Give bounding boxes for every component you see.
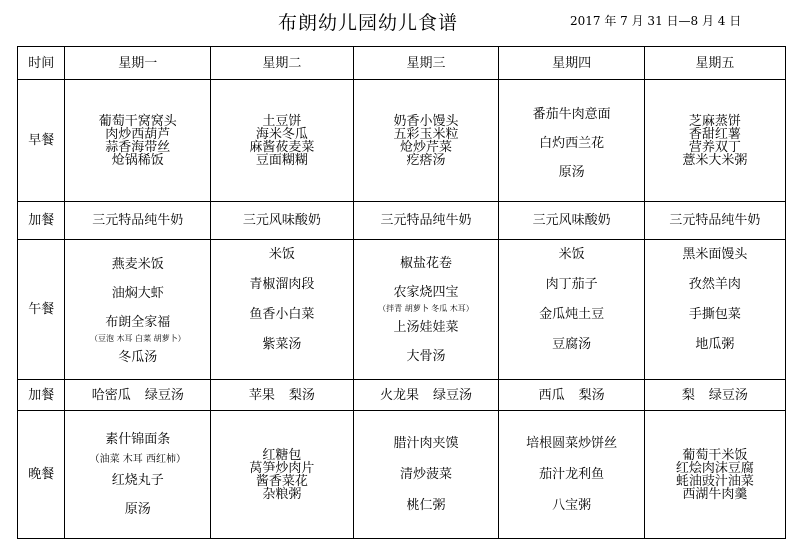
menu-item: 疙瘩汤 <box>406 152 446 168</box>
fruit: 西瓜 <box>538 387 565 403</box>
menu-item: 海米冬瓜 <box>255 126 308 142</box>
menu-item: 炝炒芹菜 <box>399 139 452 155</box>
snack2-fri <box>644 380 785 411</box>
snack2-tue <box>211 380 353 411</box>
date-range: 2017 年 7 月 31 日—8 月 4 日 <box>570 14 742 28</box>
menu-item: 原汤 <box>558 165 585 180</box>
menu-item: 茄汁龙利鱼 <box>539 467 605 482</box>
menu-item: 西湖牛肉羹 <box>682 486 748 502</box>
menu-item: 桃仁粥 <box>406 498 446 513</box>
lunch-label: 午餐 <box>18 240 65 380</box>
menu-item: 营养双丁 <box>688 139 741 155</box>
menu-item: 炝锅稀饭 <box>111 152 164 168</box>
dinner-row <box>18 411 786 539</box>
menu-item: 鱼香小白菜 <box>249 307 315 322</box>
snack1-label: 加餐 <box>18 202 65 240</box>
menu-item: 杂粮粥 <box>262 486 302 502</box>
soup: 梨汤 <box>288 387 315 403</box>
menu-item: 红烧丸子 <box>111 473 164 488</box>
snack2-label: 加餐 <box>18 380 65 411</box>
fruit: 苹果 <box>248 387 275 403</box>
menu-item: 手撕包菜 <box>688 307 741 322</box>
lunch-wed-cell <box>353 240 499 380</box>
menu-item: 红糖包 <box>262 447 302 463</box>
snack1-tue: 三元风味酸奶 <box>211 202 353 240</box>
snack1-thu: 三元风味酸奶 <box>499 202 645 240</box>
menu-item: 油焖大虾 <box>111 285 164 301</box>
menu-item: 红烩肉沫豆腐 <box>675 460 754 476</box>
dinner-label: 晚餐 <box>18 411 65 539</box>
menu-item: 蚝油豉汁油菜 <box>675 473 754 489</box>
menu-item: 奶香小馒头 <box>393 113 459 129</box>
menu-item: 米饭 <box>268 247 295 262</box>
snack2-wed <box>353 380 499 411</box>
snack2-row <box>18 380 786 411</box>
menu-item: 培根圆菜炒饼丝 <box>526 436 618 451</box>
time-header: 时间 <box>18 47 65 80</box>
menu-item: 莴笋炒肉片 <box>249 460 315 476</box>
menu-item: 白灼西兰花 <box>539 136 605 151</box>
dinner-wed-cell <box>353 411 499 539</box>
lunch-thu-cell <box>499 240 645 380</box>
menu-table <box>17 46 786 539</box>
menu-item: 芝麻蒸饼 <box>688 113 741 129</box>
breakfast-label: 早餐 <box>18 80 65 202</box>
menu-item: 布朗全家福 <box>105 314 171 330</box>
snack1-row <box>18 202 786 240</box>
menu-item: 肉丁茄子 <box>545 277 598 292</box>
fruit: 梨 <box>681 387 695 403</box>
menu-item: 农家烧四宝 <box>393 284 459 300</box>
lunch-fri-cell <box>644 240 785 380</box>
lunch-tue-cell <box>211 240 353 380</box>
menu-item: 蒜香海带丝 <box>105 139 171 155</box>
menu-item: 酱香菜花 <box>255 473 308 489</box>
lunch-mon-cell <box>65 240 211 380</box>
dinner-thu-cell <box>499 411 645 539</box>
day-header-mon: 星期一 <box>65 47 211 80</box>
menu-item: 上汤娃娃菜 <box>393 319 459 335</box>
dinner-mon-cell <box>65 411 211 539</box>
menu-item: 冬瓜汤 <box>118 349 158 365</box>
day-header-wed: 星期三 <box>353 47 499 80</box>
ingredients-note: （拌青 胡萝卜 冬瓜 木耳） <box>378 303 474 313</box>
day-header-tue: 星期二 <box>211 47 353 80</box>
menu-item: 腊汁肉夹馍 <box>393 436 459 451</box>
menu-item: 大骨汤 <box>406 348 446 364</box>
menu-item: 豆面糊糊 <box>255 152 308 168</box>
menu-item: 葡萄干窝窝头 <box>98 113 177 129</box>
day-header-fri: 星期五 <box>644 47 785 80</box>
page-title: 布朗幼儿园幼儿食谱 <box>278 12 459 34</box>
lunch-row <box>18 240 786 380</box>
menu-item: 八宝粥 <box>552 498 592 513</box>
fruit: 哈密瓜 <box>91 387 131 403</box>
menu-item: 薏米大米粥 <box>682 152 748 168</box>
menu-item: 燕麦米饭 <box>111 256 164 272</box>
snack2-thu <box>499 380 645 411</box>
breakfast-row <box>18 80 786 202</box>
menu-item: 豆腐汤 <box>552 337 592 352</box>
menu-item: 清炒菠菜 <box>399 467 452 482</box>
menu-item: 孜然羊肉 <box>688 277 741 292</box>
menu-item: 金瓜炖土豆 <box>539 307 605 322</box>
breakfast-mon-cell <box>65 80 211 202</box>
menu-item: 紫菜汤 <box>262 337 302 352</box>
snack1-wed: 三元特品纯牛奶 <box>353 202 499 240</box>
menu-item: 地瓜粥 <box>695 337 735 352</box>
menu-item: 青椒溜肉段 <box>249 277 315 292</box>
soup: 绿豆汤 <box>144 387 184 403</box>
fruit: 火龙果 <box>379 387 419 403</box>
menu-item: 原汤 <box>124 502 151 517</box>
soup: 梨汤 <box>578 387 605 403</box>
menu-item: 番茄牛肉意面 <box>532 107 611 122</box>
soup: 绿豆汤 <box>708 387 748 403</box>
snack1-fri: 三元特品纯牛奶 <box>644 202 785 240</box>
day-header-thu: 星期四 <box>499 47 645 80</box>
menu-item: 葡萄干米饭 <box>682 447 748 463</box>
menu-item: 肉炒西葫芦 <box>105 126 171 142</box>
menu-item: 土豆饼 <box>262 113 302 129</box>
header-row <box>18 47 786 80</box>
ingredients-note: （豆泡 木耳 白菜 胡萝卜） <box>89 333 186 343</box>
menu-item: 黑米面馒头 <box>682 247 748 262</box>
breakfast-tue-cell <box>211 80 353 202</box>
breakfast-fri-cell <box>644 80 785 202</box>
snack2-mon <box>65 380 211 411</box>
ingredients-note: （油菜 木耳 西红柿） <box>89 454 186 465</box>
breakfast-wed-cell <box>353 80 499 202</box>
snack1-mon: 三元特品纯牛奶 <box>65 202 211 240</box>
menu-item: 五彩玉米粒 <box>393 126 459 142</box>
soup: 绿豆汤 <box>432 387 472 403</box>
menu-item: 麻酱莜麦菜 <box>249 139 315 155</box>
menu-item: 香甜红薯 <box>688 126 741 142</box>
breakfast-thu-cell <box>499 80 645 202</box>
menu-item: 米饭 <box>558 247 585 262</box>
dinner-fri-cell <box>644 411 785 539</box>
menu-item: 素什锦面条 <box>105 432 171 447</box>
menu-item: 椒盐花卷 <box>399 255 452 271</box>
dinner-tue-cell <box>211 411 353 539</box>
